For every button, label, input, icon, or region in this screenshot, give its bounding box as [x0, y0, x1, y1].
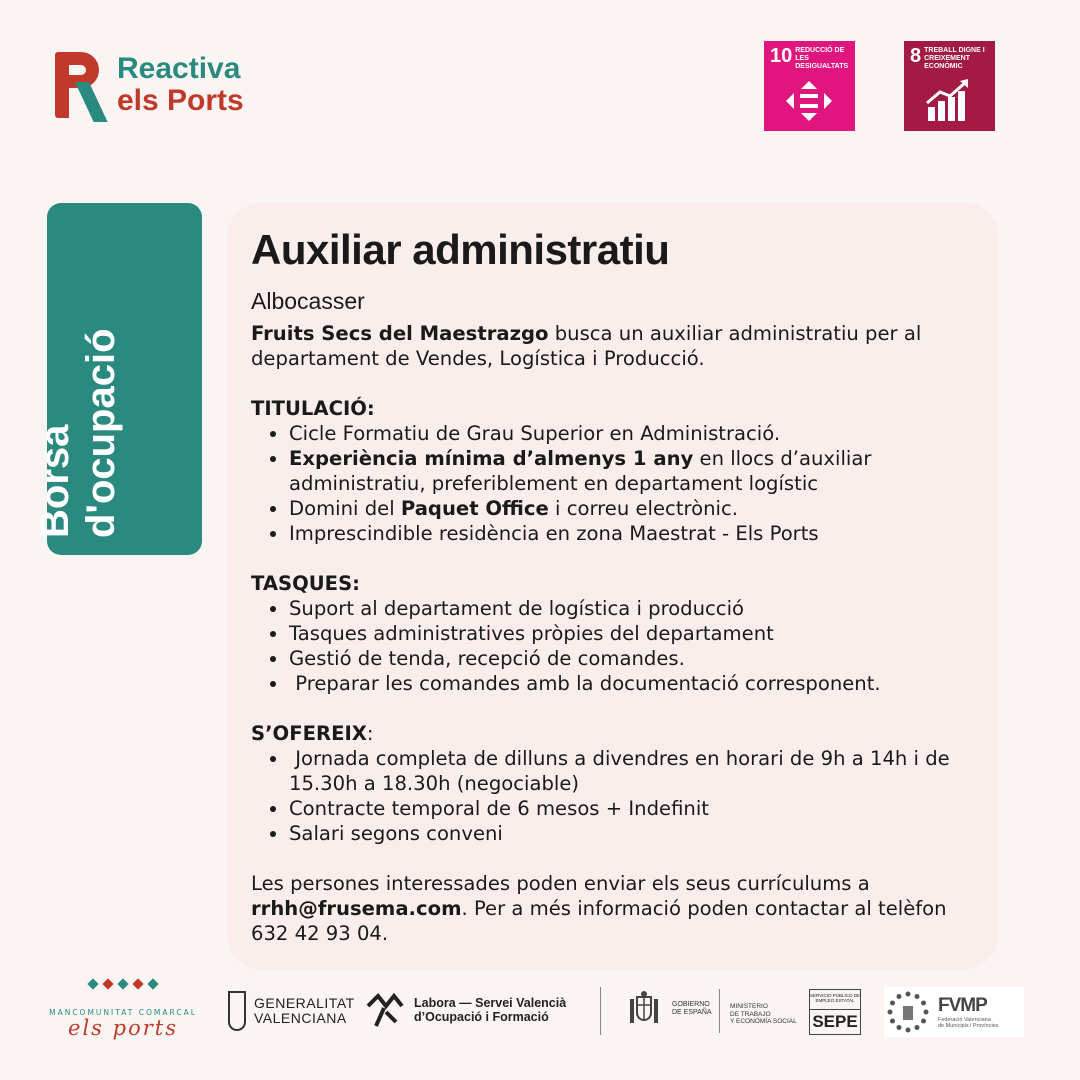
fvmp-sub2: de Municipis i Províncies — [938, 1023, 999, 1029]
tab-line2: d'ocupació — [79, 328, 123, 538]
experience-bold: Experiència mínima d’almenys 1 any — [289, 447, 694, 470]
labora-line1: Labora — Servei Valencià — [414, 996, 567, 1010]
experience-rest: en llocs d’auxiliar administratiu, preferiblement en departament logístic — [289, 447, 872, 495]
job-title: Auxiliar administratiu — [251, 226, 670, 273]
gobierno-line2: DE ESPAÑA — [672, 1009, 712, 1016]
sepe-label: SEPE — [810, 1009, 860, 1032]
list-item — [289, 446, 969, 496]
titulacio-heading: TITULACIÓ: — [251, 397, 375, 420]
tab-line1: Borsa — [33, 424, 77, 538]
intro-text: busca un auxiliar administratiu per al departament de Vendes, Logística i Producció. — [251, 322, 922, 370]
company-name: Fruits Secs del Maestrazgo — [251, 322, 549, 345]
ofereix-title: S’OFEREIX — [251, 722, 367, 745]
list-item: • Preparar les comandes amb la documentació corresponent. — [289, 671, 969, 696]
logo-line1: Reactiva — [117, 52, 241, 85]
ministerio-line2: DE TRABAJO — [730, 1010, 771, 1018]
coat-of-arms-icon — [624, 989, 664, 1029]
labora-line2: d’Ocupació i Formació — [414, 1010, 549, 1024]
fvmp-label: FVMP — [938, 995, 987, 1016]
list-item — [289, 496, 969, 521]
job-offer-card — [227, 203, 999, 969]
ministerio-line3: Y ECONOMÍA SOCIAL — [730, 1018, 797, 1025]
labora-icon — [366, 992, 404, 1028]
sdg-10-number: 10 — [770, 45, 793, 67]
mancomunitat-logo — [38, 975, 208, 1039]
logo-line2: els Ports — [117, 84, 244, 117]
list-item: • Suport al departament de logística i producció — [289, 596, 969, 621]
list-item: • Imprescindible residència en zona Maestrat - Els Ports — [289, 521, 969, 546]
job-board-tab-label — [32, 218, 124, 538]
list-item: • Jornada completa de dilluns a divendres en horari de 9h a 14h i de 15.30h a 18.30h (negociable) — [289, 746, 969, 796]
labora-logo — [366, 992, 566, 1028]
contact-email[interactable]: rrhh@frusema.com — [251, 897, 462, 920]
list-item: • Cicle Formatiu de Grau Superior en Administració. — [289, 421, 969, 446]
sdg-8-number: 8 — [910, 45, 922, 67]
sdg-8-badge — [904, 41, 995, 131]
generalitat-line1: GENERALITAT — [254, 995, 355, 1011]
tasques-heading: TASQUES: — [251, 572, 361, 595]
gobierno-line1: GOBIERNO — [672, 1001, 710, 1008]
closing-rest: . Per a més informació poden contactar al telèfon 632 42 93 04. — [251, 897, 947, 945]
gobierno-logo — [624, 989, 712, 1029]
list-item: • Contracte temporal de 6 mesos + Indefinit — [289, 796, 969, 821]
ofereix-colon: : — [366, 722, 374, 745]
mancomunitat-line2: els ports — [68, 1016, 178, 1040]
list-item: • Tasques administratives pròpies del departament — [289, 621, 969, 646]
eu-stars-icon — [884, 988, 932, 1036]
sdg-10-badge — [764, 41, 855, 131]
ministerio-line1: MINISTERIO — [730, 1003, 768, 1010]
reactiva-r-icon — [55, 52, 105, 118]
sdg-8-caption: TREBALL DIGNE I CREIXEMENT ECONÒMIC — [924, 47, 985, 70]
ofereix-heading — [251, 721, 969, 746]
divider — [719, 989, 720, 1033]
reactiva-logo-text — [117, 53, 244, 117]
generalitat-line2: VALENCIANA — [254, 1010, 347, 1026]
reactiva-logo — [55, 52, 244, 118]
equality-icon — [784, 79, 834, 123]
footer-logos — [0, 975, 1080, 1075]
office-rest: i correu electrònic. — [548, 497, 738, 520]
titulacio-list — [251, 421, 969, 546]
job-location: Albocasser — [251, 288, 365, 314]
ministerio-logo — [730, 1003, 797, 1026]
fvmp-logo — [884, 987, 1024, 1037]
ofereix-list — [251, 746, 969, 846]
fvmp-sub1: Federació Valenciana — [938, 1017, 991, 1023]
list-item: • Salari segons conveni — [289, 821, 969, 846]
sepe-caption: SERVICIO PÚBLICO DE EMPLEO ESTATAL — [810, 993, 860, 1003]
office-pre: Domini del — [289, 497, 401, 520]
growth-chart-icon — [924, 79, 974, 123]
mancomunitat-line1: MANCOMUNITAT COMARCAL — [49, 1008, 197, 1017]
sepe-logo — [809, 989, 861, 1035]
office-bold: Paquet Office — [400, 497, 549, 520]
mancomunitat-icon — [38, 978, 208, 990]
list-item: • Gestió de tenda, recepció de comandes. — [289, 646, 969, 671]
contact-info — [251, 871, 969, 946]
divider — [600, 987, 601, 1035]
closing-pre: Les persones interessades poden enviar els seus currículums a — [251, 872, 870, 895]
generalitat-shield-icon — [228, 991, 246, 1031]
job-intro — [251, 321, 969, 371]
generalitat-logo — [228, 991, 355, 1031]
tasques-list — [251, 596, 969, 696]
sdg-10-caption: REDUCCIÓ DE LES DESIGUALTATS — [795, 47, 849, 70]
